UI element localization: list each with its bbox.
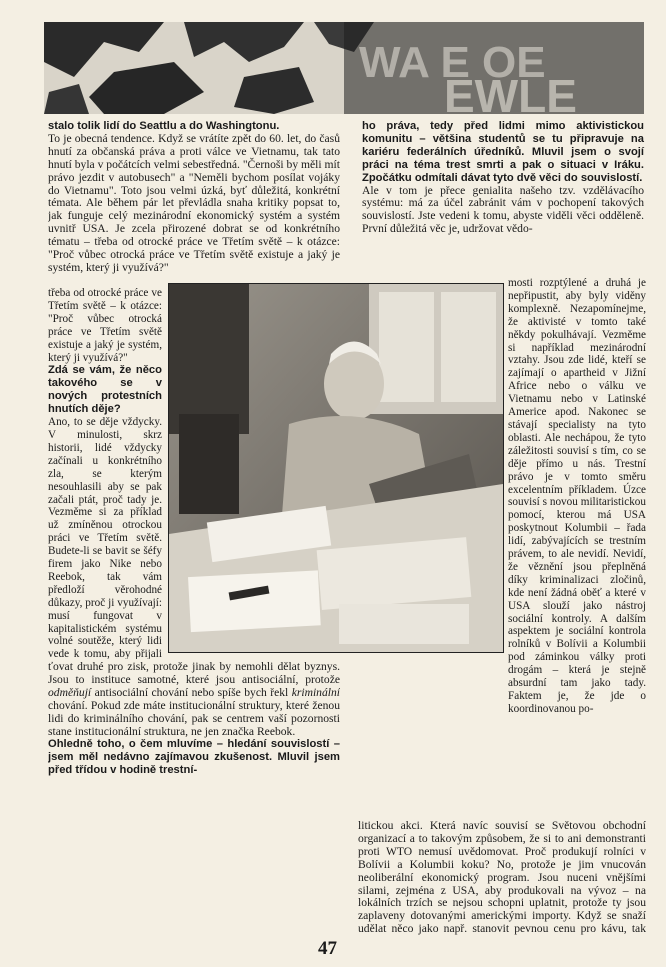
right-column-top xyxy=(362,120,644,236)
left-paragraph-3: ťovat druhé pro zisk, protože jinak by nemohli dělat byznys. Jsou to instituce samotné, které jsou antisociální, protože odměňují antisociální chování nebo spíše bych řekl kriminální chování. Pokud zde máte institucionální struktury, které ženou lidi do kriminálního chování, pak se centrem vaší pozornosti stane institucionální struktura, ne jen značka Reebok. xyxy=(48,661,340,738)
left-narrow-text: třeba od otrocké práce ve Třetím světě – k otázce: "Proč vůbec otrocká práce ve Třetím světě existuje a jaký je systém, který ji využívá?" xyxy=(48,287,162,364)
header-banner-graphic xyxy=(44,22,644,114)
right-column-bottom xyxy=(358,820,646,935)
photo-man-at-desk xyxy=(168,283,504,653)
right-paragraph-narrow: mosti rozptýlené a druhá je nepřipustit, aby byly viděny komplexně. Nezapomínejme, že aktivisté v tomto také někdy pokulhávají. Vezměme si například mezinárodní vztahy. Jsou zde lidé, kteří se zajímají o apartheid v Jižní Africe nebo o válku ve Vietnamu nebo v Latinské Americe apod. Nakonec se stávají specialisty na tyto oblasti. Ale nechápou, že tyto záležitosti souvisí s tím, co se děje přímo u nás. Trestní právo je v tomto směru excelentním příkladem. Úzce souvisí s novou militaristickou pomocí, kterou má USA poskytnout Kolumbii – řada lidí, zabývajících se trestním právem, to ale nevidí. Nevidí, že věznění jsou přeplněná díky kriminalizaci zločinů, kde není žádná oběť a které v USA slouží jako nástroj sociální kontroly. A dalším aspektem je sociální kontrola rolníků v Bolívii a Kolumbii pod záminkou války proti drogám – která je stejně absurdní tam jako tady. Faktem je, že jde o koordinovanou po- xyxy=(508,277,646,715)
left-bold-intro: stalo tolik lidí do Seattlu a do Washingtonu. xyxy=(48,120,280,132)
left-paragraph-1: To je obecná tendence. Když se vrátíte zpět do 60. let, do časů hnutí za občanská práva a proti válce ve Vietnamu, tak tato hnutí byla v počátcích velmi sebestředná. "Černoši by měli mít právo jezdit v autobusech" a "Neměli bychom posílat vojáky do Vietnamu". Toto jsou velmi úzká, byť důležitá, konkrétní témata. Ale během pár let převládla snaha kritiky popsat to, jak funguje celý mezinárodní ekonomický systém a systém uvnitř USA. Je zcela přirozené dobrat se od konkrétního tématu – třeba od otrocké práce ve Třetím světě – k otázce: "Proč vůbec otrocká práce ve Třetím světě existuje a jaký je systém, který ji využívá?" xyxy=(48,132,340,274)
left-paragraph-2: Ano, to se děje vždycky. V minulosti, skrz historii, lidé vždycky začínali u konkrétního zla, se kterým nesouhlasili aby se pak začali ptát, proč tady je. Vezměme si za příklad už zmíněnou otrockou práci ve Třetím světě. Budete-li se bavit se šéfy firem jako Nike nebo Reebok, tak vám předloží věrohodné důkazy, proč ji využívají: musí fungovat v kapitalistickém systému volné soutěže, který lidi vede k tomu, aby přijali xyxy=(48,416,162,659)
left-question-1: Zdá se vám, že něco takového se v nových protestních hnutích děje? xyxy=(48,364,162,416)
right-column-narrow xyxy=(508,277,646,820)
right-question: ho práva, tedy před lidmi mimo aktivistickou komunitu – většina studentů se tu připravuje na kariéru federálních úředníků. Mluvil jsem o svojí práci na téma trest smrti a pak o situaci v Iráku. Zpočátku odmítali dávat tyto dvě věci do souvislostí. xyxy=(362,120,644,184)
page-number: 47 xyxy=(318,938,337,959)
left-column-narrow xyxy=(48,287,162,659)
svg-text:EWLE: EWLE xyxy=(444,70,577,114)
left-column-top xyxy=(48,120,340,290)
right-paragraph-bottom: litickou akci. Která navíc souvisí se Světovou obchodní organizací a to takovým způsobem, že si to ani demonstranti proti WTO nemusí uvědomovat. Proč produkují rolníci v Bolívii a Kolumbii koku? No, protože je jim vnucován neoliberální ekonomický program. Jsou nuceni vnějšími silami, zejména z USA, aby produkovali na vývoz – na lokálních trzích se nejsou schopni uplatnit, protože ty jsou zaplaveny dotovanými americkými importy. Když se snaží udělat něco jako např. stanovit pevnou cenu pro kávu, tak xyxy=(358,820,646,935)
svg-text:WA E OE: WA E OE xyxy=(359,38,546,87)
left-column-bottom xyxy=(48,661,340,931)
left-question-2: Ohledně toho, o čem mluvíme – hledání souvislostí – jsem měl nedávno zajímavou zkušenost. Mluvil jsem před třídou v hodině trestní- xyxy=(48,738,340,777)
right-paragraph-intro: Ale v tom je přece genialita našeho tzv. vzdělávacího systému: má za účel zabránit vám v pochopení takových souvislostí. Jste vedeni k tomu, abyste viděli věci odděleně. První důležitá věc je, udržovat vědo- xyxy=(362,183,644,236)
